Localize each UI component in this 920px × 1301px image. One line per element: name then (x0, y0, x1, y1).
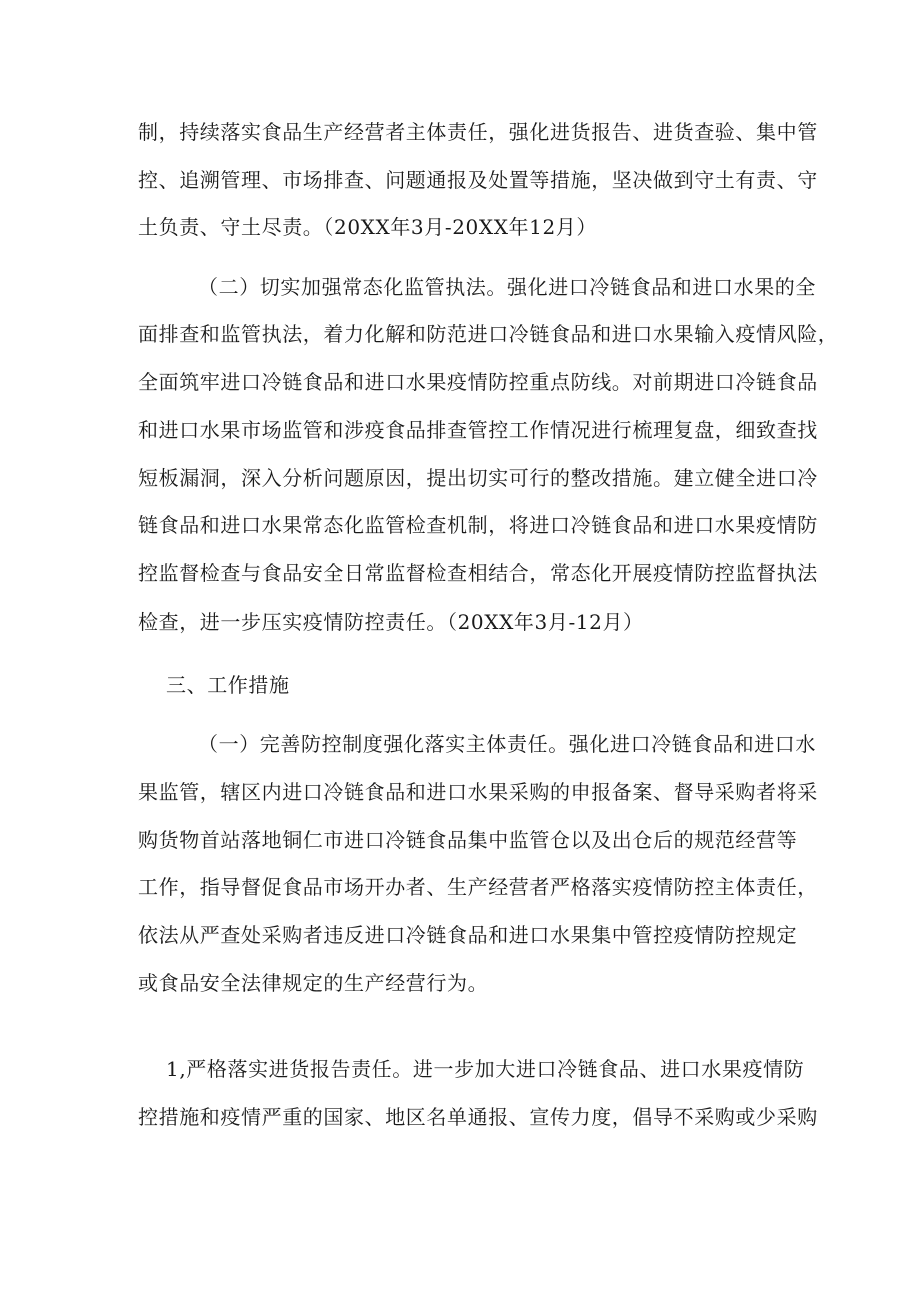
numbered-item-line: 1,严格落实进货报告责任。进一步加大进口冷链食品、进口水果疫情防 (166, 1057, 805, 1081)
section-paragraph-heading-line: （二）切实加强常态化监管执法。强化进口冷链食品和进口水果的全 (198, 275, 816, 299)
body-text-line: 依法从严查处采购者违反进口冷链食品和进口水果集中管控疫情防控规定 (138, 923, 798, 947)
body-text-line: 制，持续落实食品生产经营者主体责任，强化进货报告、进货查验、集中管 (138, 120, 818, 144)
section-paragraph-heading-line: （一）完善防控制度强化落实主体责任。强化进口冷链食品和进口水 (198, 732, 816, 756)
body-text-line: 工作，指导督促食品市场开办者、生产经营者严格落实疫情防控主体责任， (138, 875, 818, 899)
body-text-line: 短板漏洞，深入分析问题原因，提出切实可行的整改措施。建立健全进口冷 (138, 466, 818, 490)
body-text-line: 控监督检查与食品安全日常监督检查相结合，常态化开展疫情防控监督执法 (138, 561, 818, 585)
body-text-line: 控措施和疫情严重的国家、地区名单通报、宣传力度，倡导不采购或少采购 (138, 1105, 818, 1129)
body-text-line: 土负责、守土尽责。（20XX年3月-20XX年12月） (138, 215, 597, 239)
section-heading: 三、工作措施 (166, 673, 290, 697)
body-text-line: 全面筑牢进口冷链食品和进口水果疫情防控重点防线。对前期进口冷链食品 (138, 370, 818, 394)
body-text-line: 面排查和监管执法，着力化解和防范进口冷链食品和进口水果输入疫情风险， (138, 322, 839, 346)
body-text-line: 或食品安全法律规定的生产经营行为。 (138, 971, 489, 995)
body-text-line: 果监管，辖区内进口冷链食品和进口水果采购的申报备案、督导采购者将采 (138, 780, 818, 804)
body-text-line: 购货物首站落地铜仁市进口冷链食品集中监管仓以及出仓后的规范经营等 (138, 828, 798, 852)
body-text-line: 链食品和进口水果常态化监管检查机制，将进口冷链食品和进口水果疫情防 (138, 513, 818, 537)
body-text-line: 控、追溯管理、市场排查、问题通报及处置等措施，坚决做到守土有责、守 (138, 168, 818, 192)
body-text-line: 检查，进一步压实疫情防控责任。（20XX年3月-12月） (138, 610, 644, 634)
body-text-line: 和进口水果市场监管和涉疫食品排查管控工作情况进行梳理复盘，细致查找 (138, 418, 818, 442)
